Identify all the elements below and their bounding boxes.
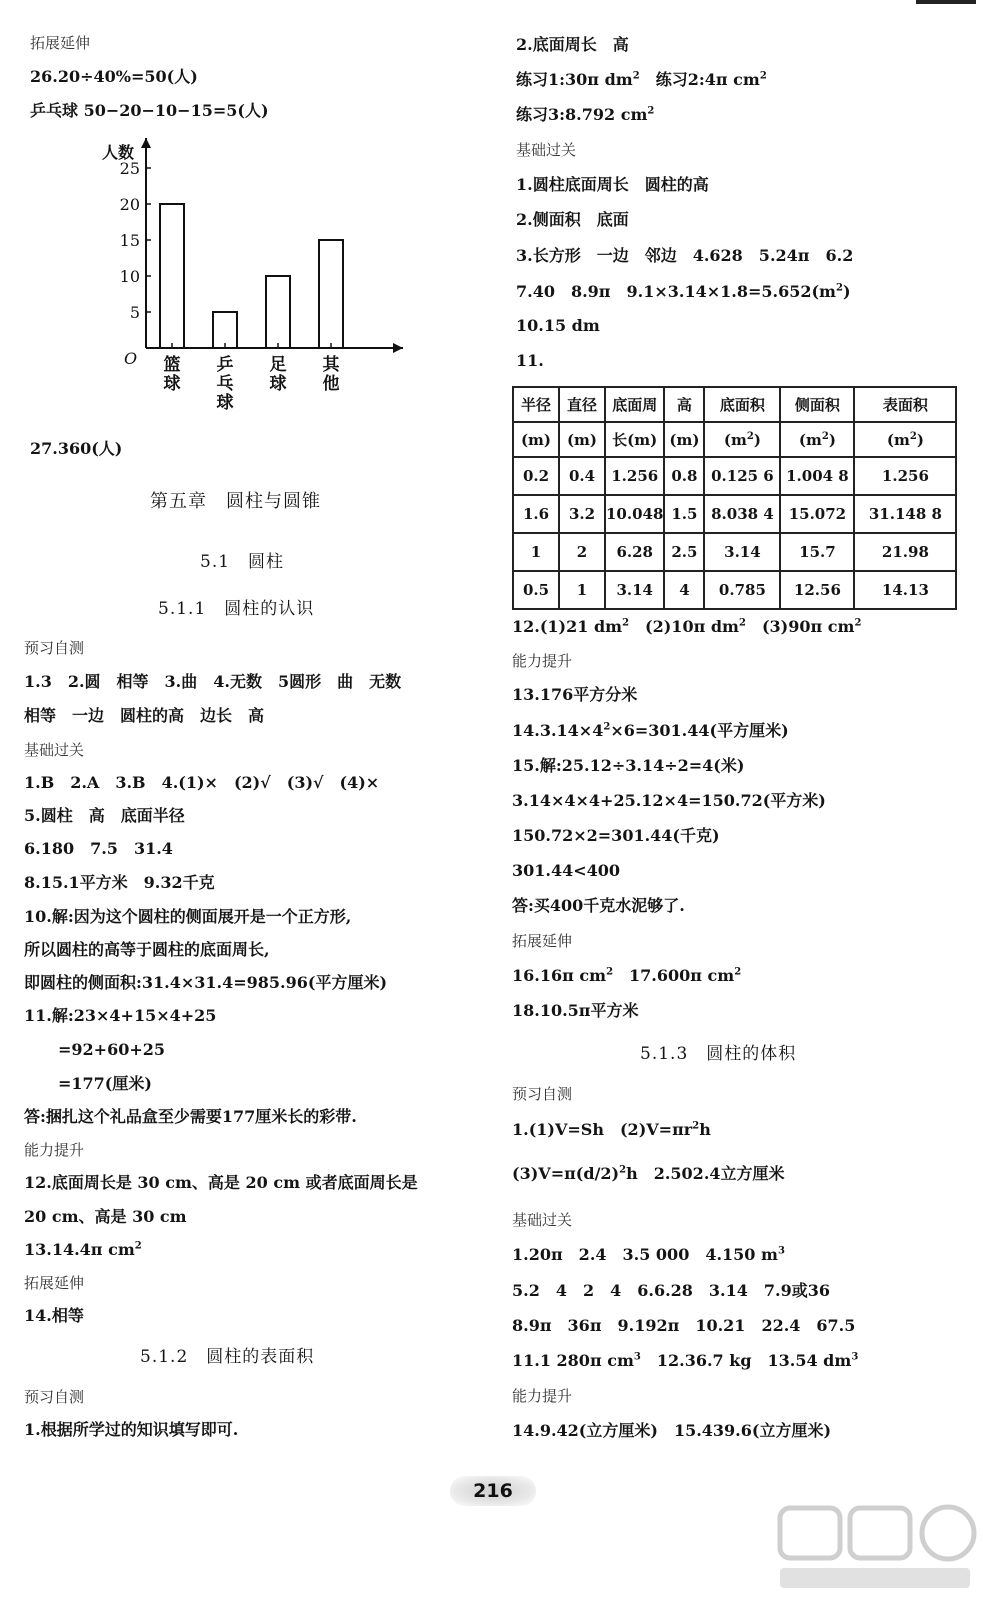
table-cell: 31.148 8: [854, 495, 956, 533]
answer-line: 1.3 2.圆 相等 3.曲 4.无数 5圆形 曲 无数: [24, 672, 402, 691]
y-tick-label: 25: [119, 159, 140, 178]
x-tick-label: 球: [216, 393, 234, 413]
table-header-cell: 直径: [559, 387, 605, 422]
section-heading: 基础过关: [512, 1211, 573, 1229]
subsection-title: 5.1.3 圆柱的体积: [640, 1044, 797, 1064]
bar: [319, 240, 343, 348]
answer-line: 6.180 7.5 31.4: [24, 839, 173, 858]
table-cell: 6.28: [605, 533, 664, 571]
table-cell: 0.785: [704, 571, 780, 609]
answer-line: 即圆柱的侧面积:31.4×31.4=985.96(平方厘米): [24, 973, 388, 992]
bar: [213, 312, 237, 348]
x-tick-label: 其: [322, 355, 340, 375]
answer-line: 1.(1)V=Sh $(2)V=\pi r^2h$: [512, 1120, 711, 1139]
section-heading: 基础过关: [24, 741, 85, 759]
table-cell: 1.6: [513, 495, 559, 533]
answer-line: 5.2 4 2 4 6.6.28 3.14 7.9或36: [512, 1281, 830, 1300]
table-row: [513, 495, 956, 533]
answer-line: 13.14.4π $cm^2$: [24, 1240, 142, 1259]
answer-line: 301.44<400: [512, 861, 621, 880]
section-heading: 预习自测: [24, 639, 85, 657]
table-header-cell: 底面积: [704, 387, 780, 422]
y-tick-label: 20: [119, 195, 140, 214]
table-cell: 1.004 8: [780, 457, 854, 495]
answer-line: 8.9π 36π 9.192π 10.21 22.4 67.5: [512, 1316, 856, 1335]
section-heading: 拓展延伸: [24, 1274, 85, 1292]
table-header-cell: 侧面积: [780, 387, 854, 422]
answer-line: 所以圆柱的高等于圆柱的底面周长,: [24, 940, 270, 959]
table-cell: 0.5: [513, 571, 559, 609]
answer-line: 答:买400千克水泥够了.: [512, 896, 685, 915]
table-header-cell: 半径: [513, 387, 559, 422]
x-tick-label: 乓: [216, 374, 234, 394]
table-cell: 1: [513, 533, 559, 571]
table-cell: 8.038 4: [704, 495, 780, 533]
answer-line: 相等 一边 圆柱的高 边长 高: [24, 706, 265, 725]
table-cell: 3.2: [559, 495, 605, 533]
answer-line: 乒乓球 50−20−10−15=5(人): [30, 101, 269, 120]
answer-line: 14.相等: [24, 1306, 84, 1325]
table-header-row: [513, 387, 956, 422]
answer-line: 12.(1)21 $dm^2$ (2)10π $dm^2$ (3)90π $cm^2$: [512, 617, 862, 636]
answer-line: 1.根据所学过的知识填写即可.: [24, 1420, 239, 1439]
table-cell: 3.14: [605, 571, 664, 609]
subsection-title: 5.1.2 圆柱的表面积: [140, 1347, 315, 1367]
section-heading: 能力提升: [512, 1387, 573, 1405]
section-title: 5.1 圆柱: [200, 552, 285, 572]
section-heading: 能力提升: [24, 1141, 85, 1159]
section-heading: 拓展延伸: [512, 932, 573, 950]
answer-line: =177(厘米): [58, 1074, 152, 1093]
answer-line: 12.底面周长是 30 cm、高是 20 cm 或者底面周长是: [24, 1173, 418, 1192]
answer-line: 1.圆柱底面周长 圆柱的高: [516, 175, 709, 194]
table-cell: 1: [559, 571, 605, 609]
watermark-logo-icon: [770, 1500, 980, 1595]
section-heading: 预习自测: [24, 1388, 85, 1406]
section-heading: 能力提升: [512, 652, 573, 670]
answer-line: 18.10.5π平方米: [512, 1001, 639, 1020]
table-cell: 14.13: [854, 571, 956, 609]
table-cell: 0.8: [664, 457, 704, 495]
table-cell: 1.256: [605, 457, 664, 495]
table-unit-cell: 长(m): [605, 422, 664, 457]
table-cell: 10.048: [605, 495, 664, 533]
section-heading: 拓展延伸: [30, 34, 91, 52]
x-tick-label: 球: [269, 374, 287, 394]
answer-line: 5.圆柱 高 底面半径: [24, 806, 185, 825]
x-tick-label: 球: [163, 374, 181, 394]
table-unit-cell: $(m^2)$: [854, 422, 956, 457]
answer-line: 13.176平方分米: [512, 685, 638, 704]
table-cell: 3.14: [704, 533, 780, 571]
answer-line: 27.360(人): [30, 439, 123, 458]
answer-line: 练习3:8.792 $cm^2$: [516, 105, 655, 124]
x-axis-arrow-icon: [393, 343, 403, 353]
answer-line: 1.20π 2.4 3.5 000 4.150 $m^3$: [512, 1245, 785, 1264]
answer-line: 14.9.42(立方厘米) 15.439.6(立方厘米): [512, 1421, 832, 1440]
y-tick-label: 15: [119, 231, 140, 250]
table-cell: 15.7: [780, 533, 854, 571]
origin-label: O: [124, 349, 138, 368]
y-tick-label: 5: [129, 303, 140, 322]
table-cell: 2.5: [664, 533, 704, 571]
bar-chart: [90, 128, 420, 418]
answer-line: 15.解:25.12÷3.14÷2=4(米): [512, 756, 745, 775]
answer-line: 10.15 dm: [516, 316, 600, 335]
table-row: [513, 571, 956, 609]
cylinder-data-table: [512, 386, 957, 610]
answer-line: 16.16π $cm^2$ 17.600π $cm^2$: [512, 966, 742, 985]
y-tick-label: 10: [119, 267, 140, 286]
x-tick-label: 篮: [163, 355, 181, 375]
answer-line: 3.14×4×4+25.12×4=150.72(平方米): [512, 791, 826, 810]
table-cell: 0.2: [513, 457, 559, 495]
answer-line: 150.72×2=301.44(千克): [512, 826, 720, 845]
bar: [160, 204, 184, 348]
answer-line: =92+60+25: [58, 1040, 166, 1059]
answer-line: 10.解:因为这个圆柱的侧面展开是一个正方形,: [24, 907, 352, 926]
table-cell: 12.56: [780, 571, 854, 609]
answer-line: 26.20÷40%=50(人): [30, 67, 198, 86]
table-cell: 21.98: [854, 533, 956, 571]
y-axis-arrow-icon: [141, 138, 151, 148]
table-cell: 0.125 6: [704, 457, 780, 495]
answer-line: 3.长方形 一边 邻边 4.628 5.24π 6.2: [516, 246, 854, 265]
table-row: [513, 533, 956, 571]
chapter-title: 第五章 圆柱与圆锥: [150, 491, 321, 512]
table-header-cell: 高: [664, 387, 704, 422]
answer-line: 2.底面周长 高: [516, 35, 629, 54]
answer-line: 11.: [516, 351, 544, 370]
answer-line: $14.3.14\times 4^2\times 6=301.44$(平方厘米): [512, 721, 789, 740]
table-header-cell: 底面周: [605, 387, 664, 422]
answer-line: $(3)V=\pi(d/2)^2h$ 2.502.4立方厘米: [512, 1164, 785, 1183]
table-row: [513, 457, 956, 495]
bar: [266, 276, 290, 348]
header-rule: [916, 0, 976, 4]
table-cell: 2: [559, 533, 605, 571]
table-unit-cell: (m): [664, 422, 704, 457]
table-cell: 0.4: [559, 457, 605, 495]
table-unit-cell: (m): [559, 422, 605, 457]
table-unit-cell: (m): [513, 422, 559, 457]
subsection-title: 5.1.1 圆柱的认识: [158, 599, 315, 619]
answer-line: 1.B 2.A 3.B 4.(1)× (2)√ (3)√ (4)×: [24, 773, 380, 792]
table-cell: 4: [664, 571, 704, 609]
answer-line: 练习1:30π $dm^2$ 练习2:4π $cm^2$: [516, 70, 767, 89]
answer-line: 2.侧面积 底面: [516, 210, 629, 229]
answer-line: 11.解:23×4+15×4+25: [24, 1006, 217, 1025]
section-heading: 预习自测: [512, 1085, 573, 1103]
section-heading: 基础过关: [516, 141, 577, 159]
table-unit-cell: $(m^2)$: [704, 422, 780, 457]
table-cell: 1.5: [664, 495, 704, 533]
table-cell: 1.256: [854, 457, 956, 495]
table-header-cell: 表面积: [854, 387, 956, 422]
answer-line: 20 cm、高是 30 cm: [24, 1207, 187, 1226]
y-axis-label: 人数: [102, 143, 135, 162]
x-tick-label: 足: [269, 355, 287, 375]
answer-line: 11.1 280π $cm^3$ 12.36.7 kg 13.54 $dm^3$: [512, 1351, 859, 1370]
table-header-row: [513, 422, 956, 457]
table-cell: 15.072: [780, 495, 854, 533]
page-number: 216: [450, 1476, 536, 1506]
answer-line: 7.40 8.9π $9.1\times 3.14\times 1.8=5.652(m^2)$: [516, 282, 851, 301]
x-tick-label: 他: [322, 374, 340, 394]
table-unit-cell: $(m^2)$: [780, 422, 854, 457]
x-tick-label: 乒: [216, 355, 234, 375]
answer-line: 8.15.1平方米 9.32千克: [24, 873, 215, 892]
answer-line: 答:捆扎这个礼品盒至少需要177厘米长的彩带.: [24, 1107, 357, 1126]
